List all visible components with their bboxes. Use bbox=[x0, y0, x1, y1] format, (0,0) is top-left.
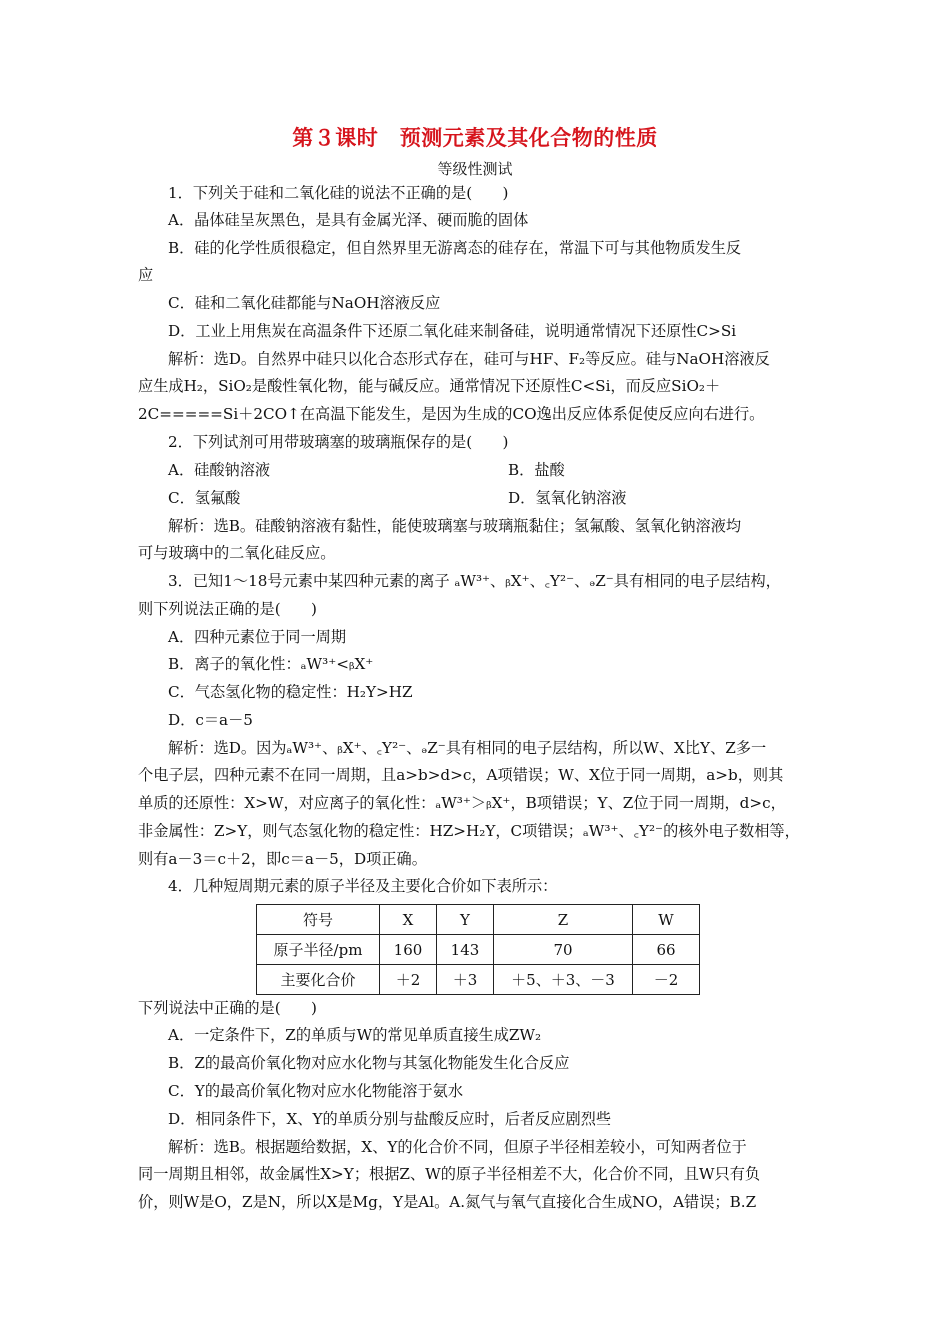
q4-option-a: A．一定条件下，Z的单质与W的常见单质直接生成ZW₂ bbox=[168, 1026, 542, 1044]
table-cell: 主要化合价 bbox=[257, 965, 380, 995]
q1-answer-line: 2C=====Si＋2CO↑在高温下能发生，是因为生成的CO逸出反应体系促使反应向右进行。 bbox=[138, 405, 765, 423]
table-cell: 原子半径/pm bbox=[257, 935, 380, 965]
table-cell: ＋5、＋3、－3 bbox=[494, 965, 633, 995]
table-cell: 160 bbox=[380, 935, 437, 965]
q3-stem-cont: 则下列说法正确的是( ) bbox=[138, 600, 317, 618]
q3-option-c: C．气态氢化物的稳定性：H₂Y>HZ bbox=[168, 683, 413, 701]
q2-answer-line: 解析：选B。硅酸钠溶液有黏性，能使玻璃塞与玻璃瓶黏住；氢氟酸、氢氧化钠溶液均 bbox=[168, 517, 742, 535]
page-subtitle: 等级性测试 bbox=[437, 160, 513, 178]
table-header-cell: W bbox=[633, 905, 700, 935]
q2-option-b: B．盐酸 bbox=[508, 461, 565, 479]
q3-answer-line: 解析：选D。因为ₐW³⁺、ᵦX⁺、꜀Y²⁻、ₔZ⁻具有相同的电子层结构，所以W、X比Y、Z多一 bbox=[168, 739, 767, 757]
q4-prompt: 下列说法中正确的是( ) bbox=[138, 999, 317, 1017]
q3-stem: 3．已知1～18号元素中某四种元素的离子 ₐW³⁺、ᵦX⁺、꜀Y²⁻、ₔZ⁻具有相同的电子层结构， bbox=[168, 572, 781, 590]
q3-option-a: A．四种元素位于同一周期 bbox=[168, 628, 347, 646]
table-header-cell: Y bbox=[437, 905, 494, 935]
q1-option-b: B．硅的化学性质很稳定，但自然界里无游离态的硅存在，常温下可与其他物质发生反 bbox=[168, 239, 742, 257]
q3-answer-line: 个电子层，四种元素不在同一周期，且a>b>d>c，A项错误；W、X位于同一周期，a>b，则其 bbox=[138, 766, 784, 784]
table-header-cell: Z bbox=[494, 905, 633, 935]
page-title: 第３课时 预测元素及其化合物的性质 bbox=[292, 125, 658, 150]
q2-option-d: D．氢氧化钠溶液 bbox=[508, 489, 627, 507]
table-cell: 66 bbox=[633, 935, 700, 965]
q2-option-c: C．氢氟酸 bbox=[168, 489, 241, 507]
q3-answer-line: 则有a－3＝c＋2，即c＝a－5，D项正确。 bbox=[138, 850, 427, 868]
q4-stem: 4．几种短周期元素的原子半径及主要化合价如下表所示： bbox=[168, 877, 558, 895]
table-header-cell: 符号 bbox=[257, 905, 380, 935]
table-cell: ＋3 bbox=[437, 965, 494, 995]
q4-answer-line: 同一周期且相邻，故金属性X>Y；根据Z、W的原子半径相差不大，化合价不同，且W只有负 bbox=[138, 1165, 761, 1183]
q4-answer-line: 价，则W是O，Z是N，所以X是Mg，Y是Al。A.氮气与氧气直接化合生成NO，A错误；B.Z bbox=[138, 1193, 757, 1211]
table-cell: 143 bbox=[437, 935, 494, 965]
q2-answer-line: 可与玻璃中的二氧化硅反应。 bbox=[138, 544, 336, 562]
element-data-table bbox=[256, 904, 700, 995]
q4-option-d: D．相同条件下，X、Y的单质分别与盐酸反应时，后者反应剧烈些 bbox=[168, 1110, 612, 1128]
table-row bbox=[257, 965, 700, 995]
q2-option-a: A．硅酸钠溶液 bbox=[168, 461, 271, 479]
table-cell: ＋2 bbox=[380, 965, 437, 995]
table-cell: －2 bbox=[633, 965, 700, 995]
q1-option-d: D．工业上用焦炭在高温条件下还原二氧化硅来制备硅，说明通常情况下还原性C>Si bbox=[168, 322, 737, 340]
q1-option-a: A．晶体硅呈灰黑色，是具有金属光泽、硬而脆的固体 bbox=[168, 211, 529, 229]
q4-answer-line: 解析：选B。根据题给数据，X、Y的化合价不同，但原子半径相差较小，可知两者位于 bbox=[168, 1138, 747, 1156]
q3-answer-line: 非金属性：Z>Y，则气态氢化物的稳定性：HZ>H₂Y，C项错误；ₐW³⁺、꜀Y²⁻的核外电子数相等， bbox=[138, 822, 800, 840]
table-header-row bbox=[257, 905, 700, 935]
q1-answer-line: 解析：选D。自然界中硅只以化合态形式存在，硅可与HF、F₂等反应。硅与NaOH溶液反 bbox=[168, 350, 770, 368]
q1-answer-line: 应生成H₂，SiO₂是酸性氧化物，能与碱反应。通常情况下还原性C<Si，而反应SiO₂＋ bbox=[138, 377, 721, 395]
q3-answer-line: 单质的还原性：X>W，对应离子的氧化性：ₐW³⁺＞ᵦX⁺，B项错误；Y、Z位于同一周期，d>c， bbox=[138, 794, 786, 812]
table-header-cell: X bbox=[380, 905, 437, 935]
q2-stem: 2．下列试剂可用带玻璃塞的玻璃瓶保存的是( ) bbox=[168, 433, 509, 451]
table-row bbox=[257, 935, 700, 965]
table-cell: 70 bbox=[494, 935, 633, 965]
q4-option-c: C．Y的最高价氧化物对应水化物能溶于氨水 bbox=[168, 1082, 464, 1100]
q4-option-b: B．Z的最高价氧化物对应水化物与其氢化物能发生化合反应 bbox=[168, 1054, 570, 1072]
q3-option-b: B．离子的氧化性：ₐW³⁺<ᵦX⁺ bbox=[168, 655, 374, 673]
q1-option-c: C．硅和二氧化硅都能与NaOH溶液反应 bbox=[168, 294, 441, 312]
q1-stem: 1．下列关于硅和二氧化硅的说法不正确的是( ) bbox=[168, 184, 509, 202]
q3-option-d: D．c＝a－5 bbox=[168, 711, 253, 729]
q1-option-b-cont: 应 bbox=[138, 266, 154, 284]
